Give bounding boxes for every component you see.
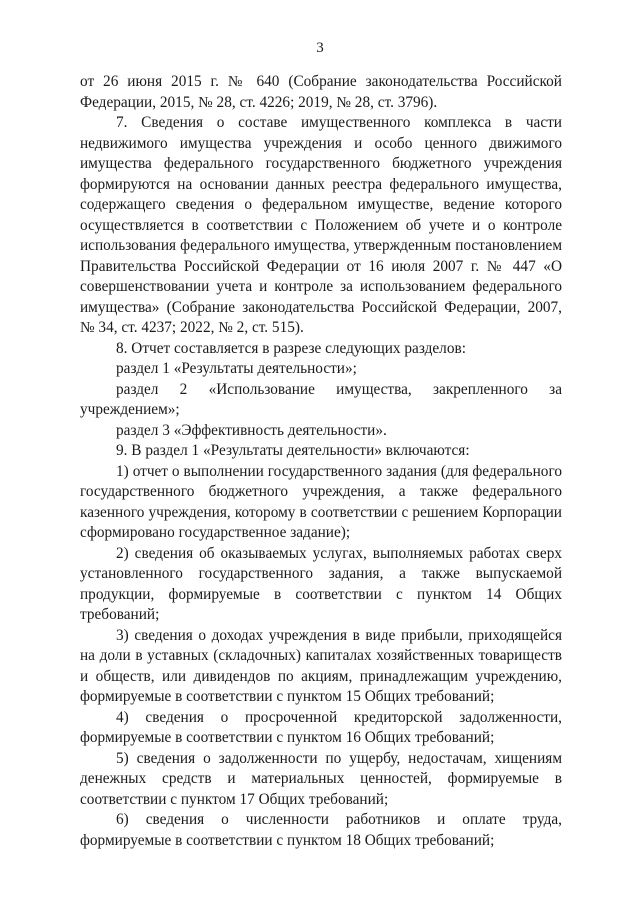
- document-body: [80, 72, 562, 851]
- subitem-4: 4) сведения о просроченной кредиторской задолженности, формируемые в соответствии с пунктом 16 Общих требований;: [80, 708, 562, 746]
- subitem-6: 6) сведения о численности работников и оплате труда, формируемые в соответствии с пунктом 18 Общих требований;: [80, 811, 562, 849]
- paragraph-item-7: 7. Сведения о составе имущественного комплекса в части недвижимого имущества учреждения и особо ценного движимого имущества федерального государственного бюджетного учреждения формируются на основании данных реестра федерального имущества, содержащего сведения о федеральном имуществе, ведение которого осуществляется в соответствии с Положением об учете и о контроле использования федерального имущества, утвержденным постановлением Правительства Российской Федерации от 16 июля 2007 г. № 447 «О совершенствовании учета и контроле за использованием федерального имущества» (Собрание законодательства Российской Федерации, 2007, № 34, ст. 4237; 2022, № 2, ст. 515).: [80, 114, 562, 336]
- section-1-line: раздел 1 «Результаты деятельности»;: [116, 360, 357, 377]
- subitem-3: 3) сведения о доходах учреждения в виде прибыли, приходящейся на доли в уставных (складочных) капиталах хозяйственных товариществ и обществ, или дивидендов по акциям, принадлежащим учреждению, формируемые в соответствии с пунктом 15 Общих требований;: [80, 626, 562, 705]
- section-3-line: раздел 3 «Эффективность деятельности».: [116, 421, 387, 439]
- page-number: 3: [316, 40, 324, 56]
- paragraph-continuation: от 26 июня 2015 г. № 640 (Собрание законодательства Российской Федерации, 2015, № 28, ст. 4226; 2019, № 28, ст. 3796).: [80, 73, 562, 111]
- section-2-line: раздел 2 «Использование имущества, закрепленного за учреждением»;: [80, 380, 562, 418]
- paragraph-item-8: 8. Отчет составляется в разрезе следующих разделов:: [116, 339, 466, 357]
- paragraph-item-9: 9. В раздел 1 «Результаты деятельности» включаются:: [116, 442, 470, 459]
- subitem-2: 2) сведения об оказываемых услугах, выполняемых работах сверх установленного государственного задания, а также выпускаемой продукции, формируемые в соответствии с пунктом 14 Общих требований;: [80, 544, 562, 623]
- subitem-1: 1) отчет о выполнении государственного задания (для федерального государственного бюджетного учреждения, а также федерального казенного учреждения, которому в соответствии с решением Корпорации сформировано государственное задание);: [80, 462, 562, 541]
- subitem-5: 5) сведения о задолженности по ущербу, недостачам, хищениям денежных средств и материальных ценностей, формируемые в соответствии с пунктом 17 Общих требований;: [80, 749, 562, 808]
